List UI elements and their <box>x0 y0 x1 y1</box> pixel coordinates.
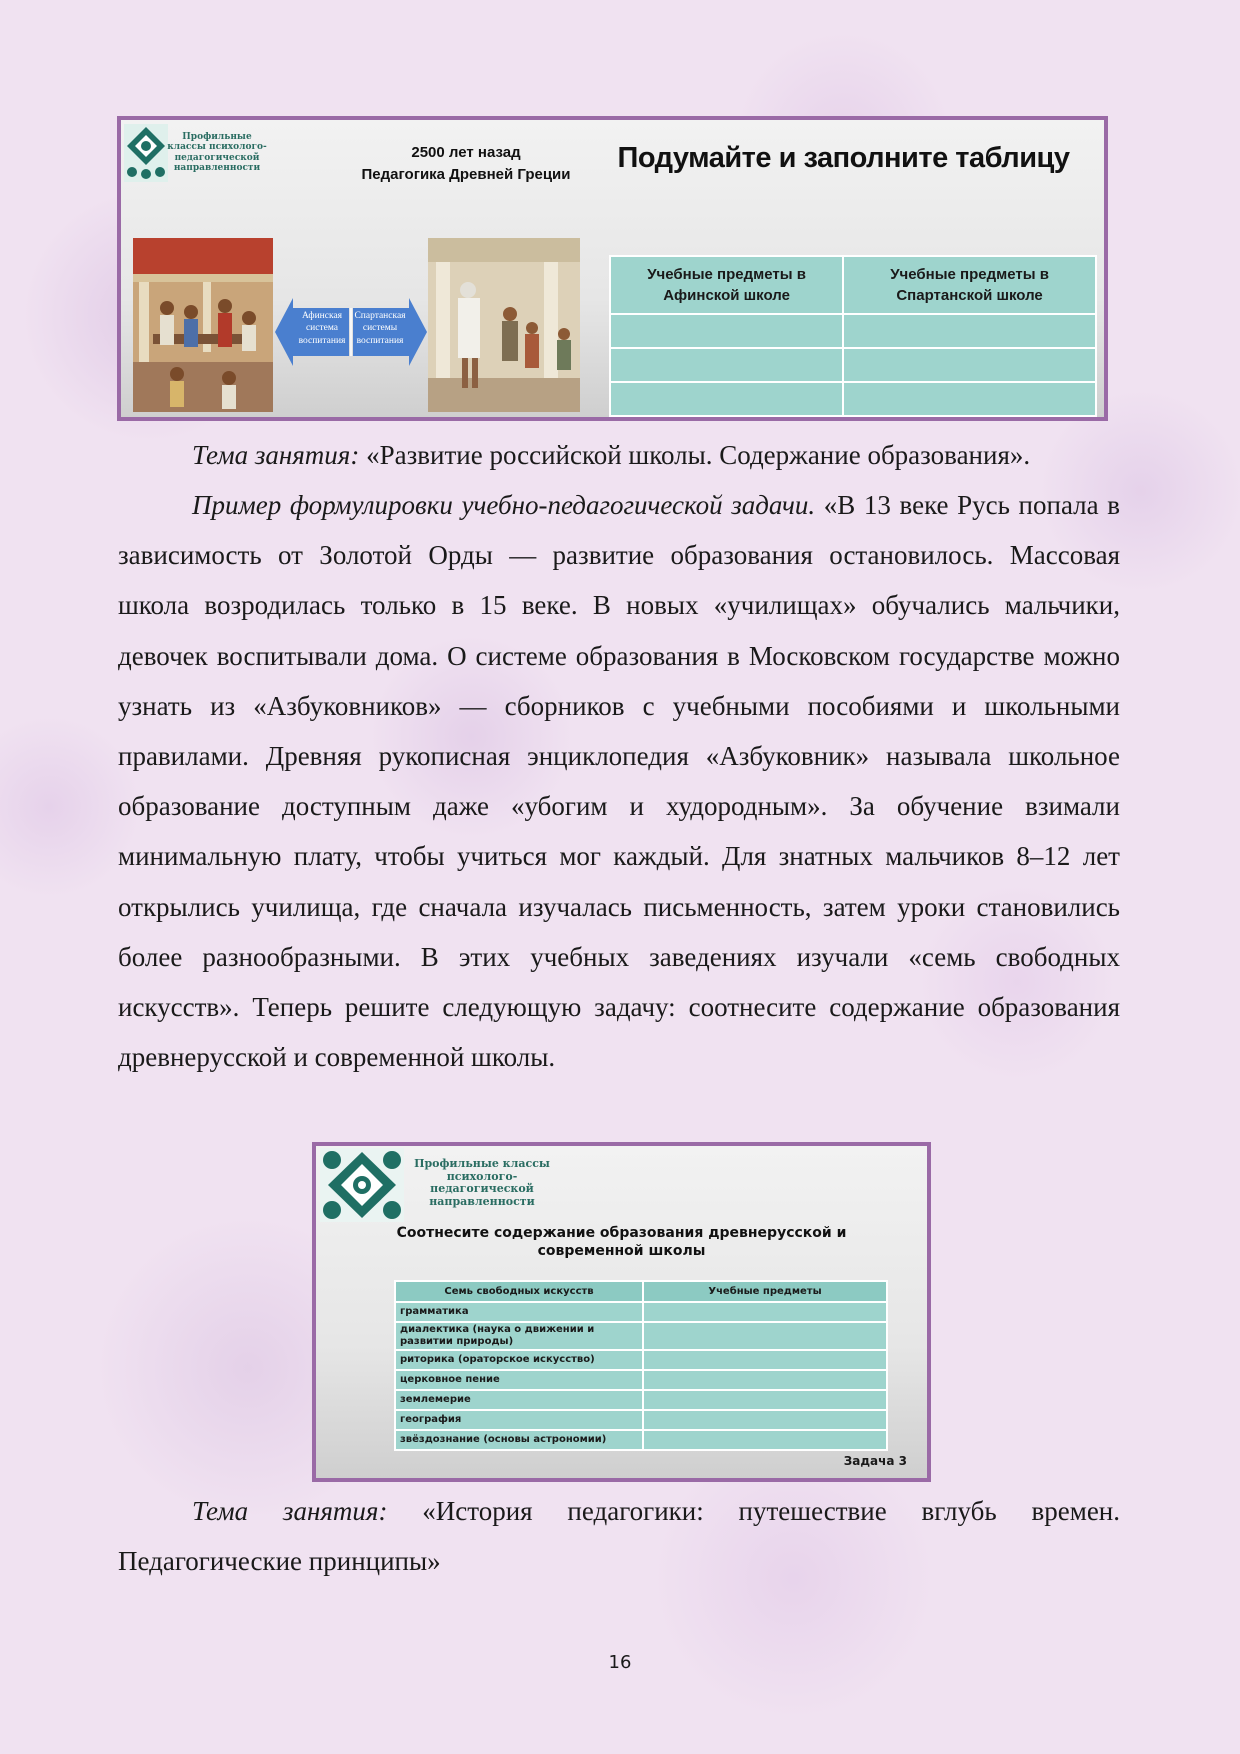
lesson-topic-text: «История педагогики: путешествие вглубь времен. Педагогические принципы» <box>118 1496 1120 1577</box>
empty-cell <box>643 1430 887 1450</box>
slide-seven-liberal-arts <box>312 1142 931 1482</box>
caption-line-1: 2500 лет назад <box>411 144 521 161</box>
task-example-label: Пример формулировки учебно-педагогической задачи. <box>192 490 816 520</box>
table-row <box>395 1390 887 1410</box>
slide-title-line-2: современной школы <box>537 1243 706 1260</box>
empty-cell <box>643 1390 887 1410</box>
empty-cell <box>843 348 1096 382</box>
spartan-school-illustration <box>428 238 580 412</box>
empty-cell <box>643 1370 887 1390</box>
lesson-topic-paragraph-2 <box>118 1486 1120 1586</box>
table-row <box>610 348 1096 382</box>
slide-caption <box>346 142 586 186</box>
lesson-topic-label: Тема занятия: <box>192 440 360 470</box>
empty-cell <box>643 1410 887 1430</box>
art-rhetoric: риторика (ораторское искусство) <box>395 1350 643 1370</box>
table-row <box>395 1322 887 1350</box>
table-row <box>610 382 1096 416</box>
header-sparta-subjects: Учебные предметы в Спартанской школе <box>843 256 1096 314</box>
empty-cell <box>643 1302 887 1322</box>
brand-name: Профильные классы психолого-педагогической направленности <box>414 1157 550 1208</box>
empty-cell <box>610 348 843 382</box>
slide-title: Подумайте и заполните таблицу <box>617 142 1070 174</box>
table-row <box>610 314 1096 348</box>
art-church-singing: церковное пение <box>395 1370 643 1390</box>
athens-sparta-table <box>609 255 1097 417</box>
task-number-label: Задача 3 <box>843 1454 907 1468</box>
caption-line-2: Педагогика Древней Греции <box>361 165 571 183</box>
page-number: 16 <box>608 1652 632 1673</box>
table-row <box>395 1430 887 1450</box>
empty-cell <box>643 1350 887 1370</box>
empty-cell <box>843 314 1096 348</box>
table-header-row <box>610 256 1096 314</box>
empty-cell <box>843 382 1096 416</box>
table-row <box>395 1410 887 1430</box>
header-athens-subjects: Учебные предметы в Афинской школе <box>610 256 843 314</box>
art-geography: география <box>395 1410 643 1430</box>
empty-cell <box>610 382 843 416</box>
slide-title-line-1: Соотнесите содержание образования древнерусской и <box>396 1225 847 1241</box>
table-row <box>395 1370 887 1390</box>
lesson-topic-label: Тема занятия: <box>192 1496 388 1526</box>
art-astronomy: звёздознание (основы астрономии) <box>395 1430 643 1450</box>
art-dialectic: диалектика (наука о движении и развитии природы) <box>395 1322 643 1350</box>
lesson-topic-paragraph-1 <box>118 430 1120 480</box>
art-land-surveying: землемерие <box>395 1390 643 1410</box>
empty-cell <box>643 1322 887 1350</box>
table-row <box>395 1302 887 1322</box>
lesson-topic-text: «Развитие российской школы. Содержание образования». <box>359 440 1031 470</box>
liberal-arts-table <box>394 1280 888 1451</box>
school-logo-icon <box>124 124 168 182</box>
spartan-system-label: Спартанская системы воспитания <box>354 311 406 346</box>
task-example-text: «В 13 веке Русь попала в зависимость от Золотой Орды — развитие образования остановилось. Массовая школа возродилась только в 15 веке. В новых «училищах» обучались мальчики, девочек воспитывали дома. О системе образования в Московском государстве можно узнать из «Азбуковников» — сборников с учебными пособиями и школьными правилами. Древняя рукописная энциклопедия «Азбуковник» называла школьное образование доступным даже «убогим и худородным». За обучение взимали минимальную плату, чтобы учиться мог каждый. Для знатных мальчиков 8–12 лет открылись училища, где сначала изучалась письменность, затем уроки становились более разнообразными. В этих учебных заведениях изучали «семь свободных искусств». Теперь решите следующую задачу: соотнесите содержание образования древнерусской и современной школы. <box>118 490 1120 1073</box>
table-header-row <box>395 1281 887 1302</box>
school-logo-icon <box>320 1148 404 1222</box>
brand-name: Профильные классы психолого-педагогической направленности <box>167 132 267 174</box>
slide-title <box>316 1224 927 1260</box>
empty-cell <box>610 314 843 348</box>
header-seven-arts: Семь свободных искусств <box>395 1281 643 1302</box>
task-example-paragraph <box>118 480 1120 1082</box>
athenian-system-label: Афинская система воспитания <box>298 311 346 346</box>
table-row <box>395 1350 887 1370</box>
slide-ancient-greece <box>117 116 1108 421</box>
art-grammar: грамматика <box>395 1302 643 1322</box>
athenian-school-illustration <box>133 238 273 412</box>
education-systems-arrows <box>275 294 427 370</box>
header-school-subjects: Учебные предметы <box>643 1281 887 1302</box>
